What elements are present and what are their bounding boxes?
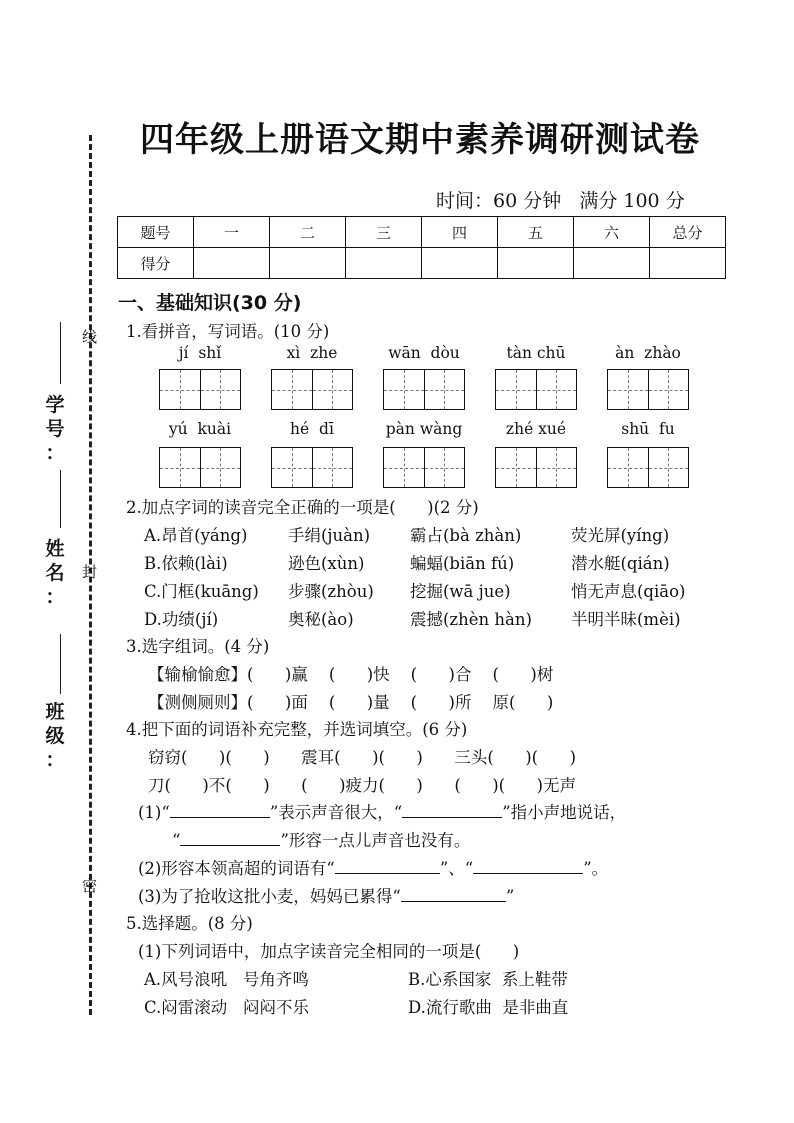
section-1-heading: 一、基础知识(30 分) bbox=[118, 292, 302, 314]
class-label: 班 级 ： bbox=[45, 701, 65, 771]
q2-option-a4: 荧光屏(yíng) bbox=[571, 526, 670, 545]
q2-option-a2: 手绢(juàn) bbox=[288, 526, 371, 545]
writing-grid[interactable] bbox=[495, 447, 577, 488]
q2-option-d3: 震撼(zhèn hàn) bbox=[410, 610, 532, 629]
score-cell[interactable] bbox=[422, 248, 498, 279]
writing-grid[interactable] bbox=[383, 369, 465, 410]
q4-sentence-1-cont bbox=[172, 827, 470, 851]
question-1-text: 1.看拼音，写词语。(10 分) bbox=[126, 322, 330, 341]
q2-option-b1: B.依赖(lài) bbox=[144, 554, 228, 573]
q5-option-b: B.心系国家 系上鞋带 bbox=[408, 970, 568, 989]
score-cell[interactable] bbox=[650, 248, 726, 279]
answer-blank[interactable] bbox=[170, 799, 270, 818]
score-table bbox=[117, 216, 726, 279]
answer-blank[interactable] bbox=[335, 855, 440, 874]
q2-option-d1: D.功绩(jí) bbox=[144, 610, 219, 629]
writing-grid[interactable] bbox=[495, 369, 577, 410]
score-cell[interactable] bbox=[194, 248, 270, 279]
q5-option-a: A.风号浪吼 号角齐鸣 bbox=[144, 970, 309, 989]
full-score: 满分 100 分 bbox=[579, 190, 685, 212]
q2-option-d4: 半明半昧(mèi) bbox=[571, 610, 681, 629]
pinyin-label: yú kuài bbox=[168, 420, 232, 438]
score-table-header-row bbox=[118, 217, 726, 248]
question-5-text: 5.选择题。(8 分) bbox=[126, 914, 253, 933]
score-row-label: 得分 bbox=[118, 248, 194, 279]
q4-s1-part: ”形容一点儿声音也没有。 bbox=[280, 831, 471, 850]
exam-title: 四年级上册语文期中素养调研测试卷 bbox=[140, 120, 700, 160]
class-field[interactable] bbox=[60, 634, 61, 694]
writing-grid[interactable] bbox=[271, 447, 353, 488]
q4-sentence-2 bbox=[138, 855, 608, 879]
q4-s1-part: ”指小声地说话， bbox=[502, 803, 627, 822]
writing-grid[interactable] bbox=[607, 447, 689, 488]
answer-blank[interactable] bbox=[473, 855, 583, 874]
q4-s1-part: “ bbox=[172, 831, 181, 850]
margin-mi-char: 密 bbox=[82, 877, 98, 895]
pinyin-label: wān dòu bbox=[388, 344, 460, 362]
q2-option-c2: 步骤(zhòu) bbox=[288, 582, 374, 601]
q4-s3-part: (3)为了抢收这批小麦，妈妈已累得“ bbox=[138, 887, 401, 906]
writing-grid[interactable] bbox=[607, 369, 689, 410]
answer-blank[interactable] bbox=[401, 883, 506, 902]
question-3-text: 3.选字组词。(4 分) bbox=[126, 637, 270, 656]
q2-option-c1: C.门框(kuāng) bbox=[144, 582, 259, 601]
pinyin-label: xì zhe bbox=[286, 344, 338, 362]
q4-s1-part: ”表示声音很大，“ bbox=[269, 803, 403, 822]
score-cell[interactable] bbox=[574, 248, 650, 279]
q4-sentence-3 bbox=[138, 883, 514, 907]
time-limit: 时间：60 分钟 bbox=[436, 190, 562, 212]
student-id-label: 学 号 ： bbox=[45, 394, 65, 464]
q5-sub-question-1: (1)下列词语中，加点字读音完全相同的一项是( ) bbox=[138, 942, 520, 961]
score-header-cell: 四 bbox=[422, 217, 498, 248]
question-4-text: 4.把下面的词语补充完整，并选词填空。(6 分) bbox=[126, 720, 468, 739]
q4-s3-part: ” bbox=[505, 887, 515, 906]
q5-option-d: D.流行歌曲 是非曲直 bbox=[408, 998, 569, 1017]
q2-option-b2: 逊色(xùn) bbox=[288, 554, 365, 573]
score-header-cell: 五 bbox=[498, 217, 574, 248]
pinyin-label: shū fu bbox=[621, 420, 675, 438]
score-header-cell: 总分 bbox=[650, 217, 726, 248]
score-header-cell: 二 bbox=[270, 217, 346, 248]
q3-row-2: 【测侧厕则】( )面 ( )量 ( )所 原( ) bbox=[148, 693, 554, 712]
score-header-cell: 三 bbox=[346, 217, 422, 248]
score-cell[interactable] bbox=[346, 248, 422, 279]
writing-grid[interactable] bbox=[159, 369, 241, 410]
score-header-cell: 题号 bbox=[118, 217, 194, 248]
pinyin-label: tàn chū bbox=[506, 344, 566, 362]
q2-option-b4: 潜水艇(qián) bbox=[571, 554, 670, 573]
q2-option-a3: 霸占(bà zhàn) bbox=[410, 526, 522, 545]
writing-grid[interactable] bbox=[271, 369, 353, 410]
question-2-text: 2.加点字词的读音完全正确的一项是( )(2 分) bbox=[126, 498, 479, 517]
score-cell[interactable] bbox=[270, 248, 346, 279]
pinyin-label: àn zhào bbox=[615, 344, 681, 362]
writing-grid[interactable] bbox=[383, 447, 465, 488]
q4-row-1: 窃窃( )( ) 震耳( )( ) 三头( )( ) bbox=[148, 748, 577, 767]
margin-feng-char: 封 bbox=[82, 563, 98, 581]
score-header-cell: 六 bbox=[574, 217, 650, 248]
q4-row-2: 刀( )不( ) ( )疲力( ) ( )( )无声 bbox=[148, 776, 577, 795]
q2-option-d2: 奥秘(ào) bbox=[288, 610, 354, 629]
margin-xian-char: 线 bbox=[82, 328, 98, 346]
q2-option-b3: 蝙蝠(biān fú) bbox=[410, 554, 515, 573]
name-field[interactable] bbox=[60, 470, 61, 528]
pinyin-label: jí shǐ bbox=[178, 344, 222, 362]
q4-s2-part: ”。 bbox=[583, 859, 609, 878]
name-label: 姓 名 ： bbox=[45, 538, 65, 608]
q2-option-c4: 悄无声息(qiāo) bbox=[571, 582, 686, 601]
q2-option-c3: 挖掘(wā jue) bbox=[410, 582, 511, 601]
q3-row-1: 【输榆愉愈】( )赢 ( )快 ( )合 ( )树 bbox=[148, 665, 554, 684]
pinyin-label: pàn wàng bbox=[385, 420, 463, 438]
q4-s2-part: ”、“ bbox=[439, 859, 474, 878]
exam-meta bbox=[436, 186, 685, 213]
answer-blank[interactable] bbox=[180, 827, 280, 846]
student-id-field[interactable] bbox=[60, 322, 61, 384]
score-header-cell: 一 bbox=[194, 217, 270, 248]
score-cell[interactable] bbox=[498, 248, 574, 279]
q5-option-c: C.闷雷滚动 闷闷不乐 bbox=[144, 998, 310, 1017]
score-table-score-row bbox=[118, 248, 726, 279]
q4-sentence-1 bbox=[138, 799, 626, 823]
writing-grid[interactable] bbox=[159, 447, 241, 488]
q4-s1-part: (1)“ bbox=[138, 803, 170, 822]
pinyin-label: zhé xué bbox=[505, 420, 567, 438]
pinyin-label: hé dī bbox=[290, 420, 334, 438]
answer-blank[interactable] bbox=[402, 799, 502, 818]
q2-option-a1: A.昂首(yáng) bbox=[144, 526, 248, 545]
q4-s2-part: (2)形容本领高超的词语有“ bbox=[138, 859, 335, 878]
